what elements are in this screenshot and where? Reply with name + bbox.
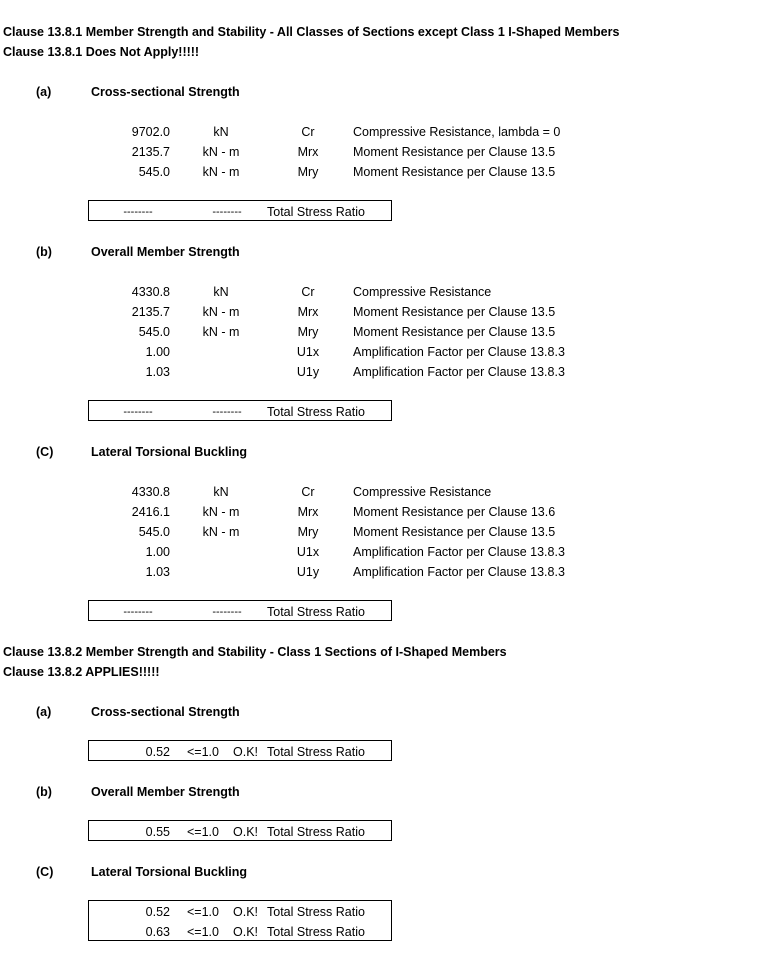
section-title: Overall Member Strength	[91, 785, 240, 799]
section-letter: (C)	[36, 445, 54, 459]
result-check: O.K!	[233, 905, 259, 919]
row-value: 1.00	[145, 545, 170, 559]
row-unit	[190, 342, 252, 362]
result-check: O.K!	[233, 925, 259, 939]
row-value: 545.0	[138, 165, 170, 179]
row-description: Moment Resistance per Clause 13.5	[353, 145, 556, 159]
section-letter: (a)	[36, 705, 52, 719]
row-unit: kN - m	[202, 145, 240, 159]
row-description: Amplification Factor per Clause 13.8.3	[353, 545, 565, 559]
row-symbol: Mry	[297, 325, 319, 339]
row-symbol: U1x	[296, 545, 320, 559]
row-unit	[190, 542, 252, 562]
result-label: Total Stress Ratio	[267, 745, 365, 759]
result-ratio: --------	[123, 406, 153, 418]
row-symbol: Cr	[301, 125, 315, 139]
row-description: Amplification Factor per Clause 13.8.3	[353, 365, 565, 379]
row-unit	[190, 562, 252, 582]
result-limit: <=1.0	[187, 925, 219, 939]
result-ratio: 0.55	[145, 825, 170, 839]
row-symbol: Mrx	[297, 505, 319, 519]
section-title: Cross-sectional Strength	[91, 705, 240, 719]
row-symbol: Mrx	[297, 305, 319, 319]
row-description: Compressive Resistance	[353, 485, 492, 499]
result-label: Total Stress Ratio	[267, 405, 365, 419]
result-label: Total Stress Ratio	[267, 905, 365, 919]
section-letter: (a)	[36, 85, 52, 99]
row-value: 545.0	[138, 525, 170, 539]
row-value: 2135.7	[131, 305, 170, 319]
row-description: Moment Resistance per Clause 13.5	[353, 525, 556, 539]
section-title: Overall Member Strength	[91, 245, 240, 259]
row-value: 9702.0	[131, 125, 170, 139]
result-limit: --------	[212, 606, 242, 618]
result-check: O.K!	[233, 745, 259, 759]
result-label: Total Stress Ratio	[267, 605, 365, 619]
row-symbol: U1y	[296, 365, 320, 379]
result-limit: --------	[212, 406, 242, 418]
section-title: Lateral Torsional Buckling	[91, 865, 248, 879]
row-unit: kN - m	[202, 525, 240, 539]
result-limit: <=1.0	[187, 905, 219, 919]
row-description: Amplification Factor per Clause 13.8.3	[353, 345, 565, 359]
row-value: 2416.1	[131, 505, 170, 519]
result-check: O.K!	[233, 825, 259, 839]
row-unit: kN	[213, 485, 229, 499]
row-symbol: U1x	[296, 345, 320, 359]
row-description: Compressive Resistance	[353, 285, 492, 299]
row-unit: kN - m	[202, 165, 240, 179]
row-value: 1.03	[145, 565, 170, 579]
row-unit: kN - m	[202, 305, 240, 319]
result-label: Total Stress Ratio	[267, 205, 365, 219]
result-limit: --------	[212, 206, 242, 218]
clause-1381-status: Clause 13.8.1 Does Not Apply!!!!!	[3, 45, 200, 59]
row-unit: kN	[213, 125, 229, 139]
section-letter: (b)	[36, 785, 52, 799]
row-symbol: Cr	[301, 285, 315, 299]
section-title: Cross-sectional Strength	[91, 85, 240, 99]
row-description: Moment Resistance per Clause 13.6	[353, 505, 556, 519]
result-ratio: --------	[123, 606, 153, 618]
result-ratio: 0.52	[145, 745, 170, 759]
row-value: 4330.8	[131, 285, 170, 299]
section-title: Lateral Torsional Buckling	[91, 445, 248, 459]
row-value: 2135.7	[131, 145, 170, 159]
row-unit	[190, 362, 252, 382]
result-limit: <=1.0	[187, 825, 219, 839]
result-label: Total Stress Ratio	[267, 825, 365, 839]
row-symbol: Mrx	[297, 145, 319, 159]
row-value: 4330.8	[131, 485, 170, 499]
row-symbol: Mry	[297, 525, 319, 539]
row-value: 545.0	[138, 325, 170, 339]
row-symbol: Mry	[297, 165, 319, 179]
result-ratio: 0.52	[145, 905, 170, 919]
row-description: Moment Resistance per Clause 13.5	[353, 305, 556, 319]
clause-1381-heading: Clause 13.8.1 Member Strength and Stability - All Classes of Sections except Class 1 I-Shaped Members	[3, 25, 620, 39]
row-unit: kN - m	[202, 505, 240, 519]
result-limit: <=1.0	[187, 745, 219, 759]
row-symbol: U1y	[296, 565, 320, 579]
clause-1382-heading: Clause 13.8.2 Member Strength and Stability - Class 1 Sections of I-Shaped Members	[3, 645, 507, 659]
row-value: 1.00	[145, 345, 170, 359]
row-description: Amplification Factor per Clause 13.8.3	[353, 565, 565, 579]
result-ratio: --------	[123, 206, 153, 218]
row-unit: kN - m	[202, 325, 240, 339]
row-description: Compressive Resistance, lambda = 0	[353, 125, 561, 139]
row-symbol: Cr	[301, 485, 315, 499]
row-value: 1.03	[145, 365, 170, 379]
result-label: Total Stress Ratio	[267, 925, 365, 939]
row-unit: kN	[213, 285, 229, 299]
section-letter: (C)	[36, 865, 54, 879]
row-description: Moment Resistance per Clause 13.5	[353, 165, 556, 179]
clause-1382-status: Clause 13.8.2 APPLIES!!!!!	[3, 665, 160, 679]
result-ratio: 0.63	[145, 925, 170, 939]
section-letter: (b)	[36, 245, 52, 259]
row-description: Moment Resistance per Clause 13.5	[353, 325, 556, 339]
